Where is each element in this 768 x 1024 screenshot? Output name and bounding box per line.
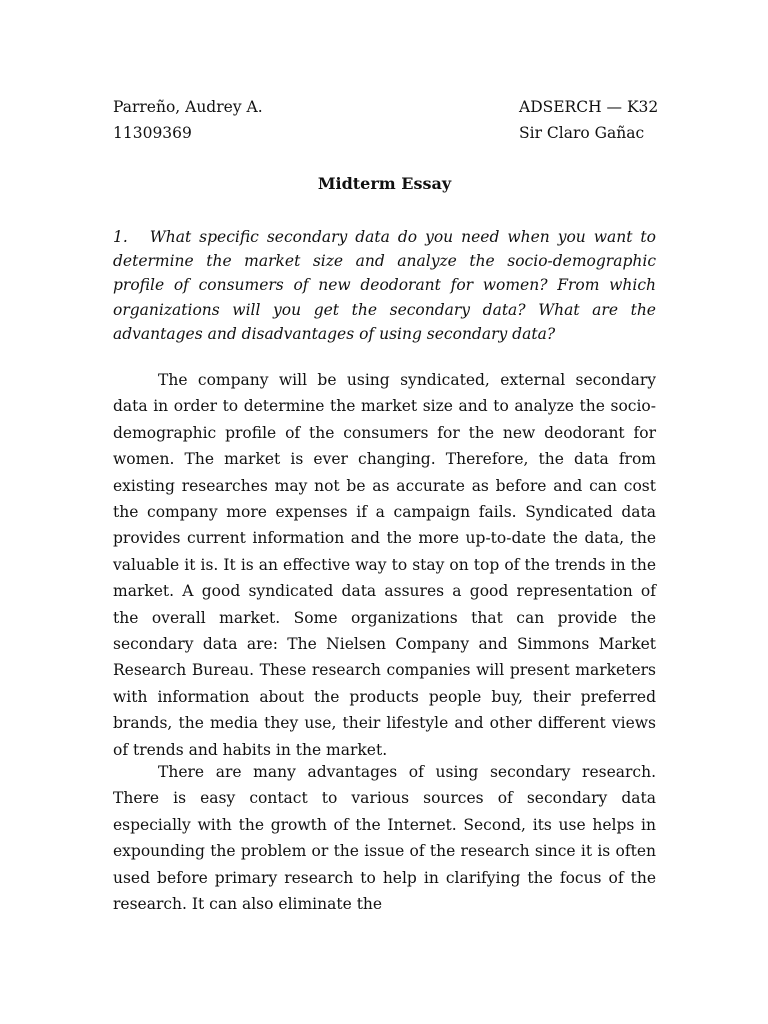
body-paragraph-1: The company will be using syndicated, external secondary data in order to determine the market size and to analyze the socio-demographic profile of the consumers for the new deodorant for women. The market is ever changing. Therefore, the data from existing researches may not be as accurate as before and can cost the company more expenses if a campaign fails. Syndicated data provides current information and the more up-to-date the data, the valuable it is. It is an effective way to stay on top of the trends in the market. A good syndicated data assures a good representation of the overall market. Some organizations that can provide the secondary data are: The Nielsen Company and Simmons Market Research Bureau. These research companies will present marketers with information about the products people buy, their preferred brands, the media they use, their lifestyle and other different views of trends and habits in the market. <box>113 371 656 759</box>
instructor-name: Sir Claro Gañac <box>519 124 645 142</box>
document-title: Midterm Essay <box>317 174 452 193</box>
body-paragraph-2: There are many advantages of using secondary research. There is easy contact to various sources of secondary data especially with the growth of the Internet. Second, its use helps in expounding the problem or the issue of the research since it is often used before primary research to help in clarifying the focus of the research. It can also eliminate the <box>113 763 656 914</box>
author-name: Parreño, Audrey A. <box>113 98 263 116</box>
course-code: ADSERCH — K32 <box>519 98 659 116</box>
question-number: 1. <box>113 228 128 246</box>
question-text: What specific secondary data do you need when you want to determine the market size and analyze the socio-demographic profile of consumers of new deodorant for women? From which organizations will you get the secondary data? What are the advantages and disadvantages of using secondary data? <box>113 228 656 343</box>
student-id: 11309369 <box>113 124 192 142</box>
essay-question <box>113 225 656 346</box>
